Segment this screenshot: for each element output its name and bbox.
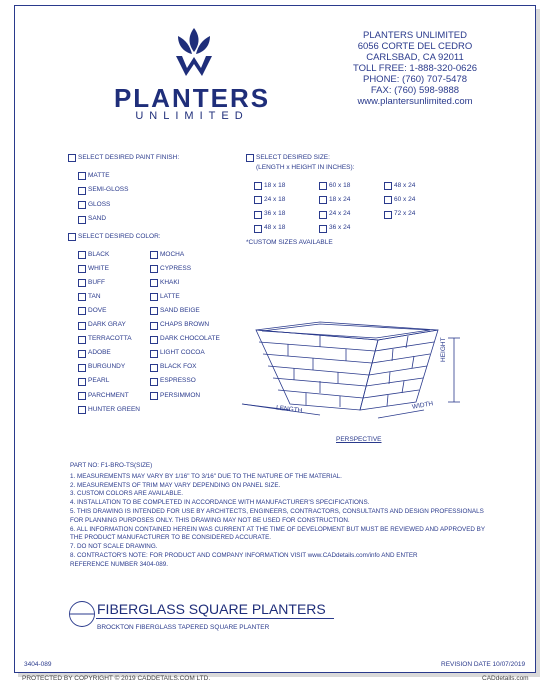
company-website[interactable]: www.plantersunlimited.com: [357, 96, 473, 107]
size-option-checkbox[interactable]: [254, 182, 262, 190]
size-option-label: 60 x 24: [394, 195, 416, 203]
title-circle-symbol: [68, 600, 96, 628]
finish-option-label: GLOSS: [88, 200, 111, 208]
color-option-checkbox[interactable]: [150, 293, 158, 301]
size-option-checkbox[interactable]: [254, 196, 262, 204]
color-option-label: BUFF: [88, 278, 105, 286]
perspective-label: PERSPECTIVE: [336, 436, 382, 443]
size-section-checkbox[interactable]: [246, 154, 254, 162]
finish-heading: SELECT DESIRED PAINT FINISH:: [78, 154, 180, 161]
part-number: PART NO: F1-BRO-TS(SIZE): [70, 462, 153, 469]
size-option-label: 60 x 18: [329, 181, 351, 189]
size-option-label: 24 x 18: [264, 195, 286, 203]
color-option-label: DARK CHOCOLATE: [160, 335, 220, 343]
color-option-checkbox[interactable]: [150, 392, 158, 400]
color-option-checkbox[interactable]: [150, 378, 158, 386]
color-option-checkbox[interactable]: [78, 336, 86, 344]
custom-size-note: *CUSTOM SIZES AVAILABLE: [246, 239, 333, 246]
company-address-line1: 6056 CORTE DEL CEDRO: [357, 41, 473, 52]
color-option-label: DARK GRAY: [88, 321, 126, 328]
finish-option-checkbox[interactable]: [78, 201, 86, 209]
size-option-checkbox[interactable]: [384, 182, 392, 190]
color-option-label: ADOBE: [88, 349, 111, 357]
note-line: FOR PLANNING PURPOSES ONLY. THIS DRAWING MAY NOT BE USED FOR CONSTRUCTION.: [70, 516, 350, 524]
size-option-label: 48 x 24: [394, 181, 416, 189]
color-option-checkbox[interactable]: [78, 364, 86, 372]
size-option-label: 36 x 18: [264, 210, 286, 218]
finish-option-checkbox[interactable]: [78, 216, 86, 224]
finish-option-checkbox[interactable]: [78, 172, 86, 180]
color-option-label: PEARL: [88, 377, 110, 385]
notes-list: [70, 473, 510, 570]
reference-number: 3404-089: [24, 661, 52, 668]
color-option-label: ESPRESSO: [160, 377, 196, 385]
copyright-notice: PROTECTED BY COPYRIGHT © 2019 CADDETAILS.COM LTD.: [22, 675, 211, 682]
size-option-label: 48 x 18: [264, 224, 286, 232]
color-option-checkbox[interactable]: [78, 392, 86, 400]
revision-date: REVISION DATE 10/07/2019: [441, 661, 526, 668]
size-option-label: 72 x 24: [394, 210, 416, 218]
color-option-label: LATTE: [160, 292, 180, 300]
color-option-label: PERSIMMON: [160, 391, 201, 399]
drawing-subtitle: BROCKTON FIBERGLASS TAPERED SQUARE PLANTER: [97, 624, 270, 631]
company-phone: PHONE: (760) 707-5478: [362, 74, 468, 85]
finish-section-checkbox[interactable]: [68, 154, 76, 162]
color-option-label: HUNTER GREEN: [88, 405, 141, 413]
note-line: 5. THIS DRAWING IS INTENDED FOR USE BY ARCHITECTS, ENGINEERS, CONTRACTORS, CONSULTANTS AND DESIGN PROFESSIONALS: [70, 507, 484, 515]
company-info: [330, 30, 500, 107]
note-line: 3. CUSTOM COLORS ARE AVAILABLE.: [70, 490, 184, 498]
note-line: 7. DO NOT SCALE DRAWING.: [70, 543, 158, 551]
note-line: THE PRODUCT MANUFACTURER TO BE CONSIDERED ACCURATE.: [70, 534, 272, 542]
note-line: 1. MEASUREMENTS MAY VARY BY 1/16" TO 3/16" DUE TO THE NATURE OF THE MATERIAL.: [70, 472, 342, 480]
notes-block: [70, 462, 510, 570]
color-option-label: MOCHA: [160, 250, 185, 258]
color-option-label: BURGUNDY: [88, 363, 126, 371]
color-option-checkbox[interactable]: [78, 307, 86, 315]
company-fax: FAX: (760) 598-9888: [370, 85, 460, 96]
size-option-label: 18 x 18: [264, 181, 286, 189]
color-option-label: CYPRESS: [160, 264, 192, 272]
color-option-label: DOVE: [88, 306, 107, 314]
color-option-label: BLACK FOX: [160, 363, 197, 371]
finish-option-checkbox[interactable]: [78, 187, 86, 195]
note-line: 2. MEASUREMENTS OF TRIM MAY VARY DEPENDING ON PANEL SIZE.: [70, 481, 281, 489]
color-option-checkbox[interactable]: [150, 279, 158, 287]
finish-option-label: MATTE: [88, 171, 110, 179]
company-name: PLANTERS UNLIMITED: [363, 30, 467, 41]
size-option-checkbox[interactable]: [384, 211, 392, 219]
color-option-checkbox[interactable]: [78, 406, 86, 414]
color-option-label: PARCHMENT: [88, 391, 129, 399]
color-option-checkbox[interactable]: [78, 279, 86, 287]
finish-option-label: SAND: [88, 215, 107, 222]
color-option-label: BLACK: [88, 250, 110, 258]
color-option-checkbox[interactable]: [78, 251, 86, 259]
color-option-checkbox[interactable]: [78, 378, 86, 386]
color-option-checkbox[interactable]: [150, 251, 158, 259]
color-option-label: CHAPS BROWN: [160, 321, 210, 328]
color-option-label: SAND BEIGE: [160, 306, 200, 314]
caddetails-link[interactable]: CADdetails.com: [482, 675, 529, 682]
size-option-checkbox[interactable]: [254, 211, 262, 219]
color-option-label: TAN: [88, 292, 101, 300]
color-option-label: LIGHT COCOA: [160, 349, 205, 357]
size-subheading: (LENGTH x HEIGHT IN INCHES):: [256, 164, 355, 171]
color-option-checkbox[interactable]: [78, 322, 86, 330]
drawing-title: FIBERGLASS SQUARE PLANTERS: [97, 601, 326, 617]
size-option-checkbox[interactable]: [254, 225, 262, 233]
width-dimension-label: WIDTH: [411, 400, 434, 411]
size-option-checkbox[interactable]: [319, 211, 327, 219]
size-option-checkbox[interactable]: [319, 182, 327, 190]
color-option-checkbox[interactable]: [150, 322, 158, 330]
color-heading: SELECT DESIRED COLOR:: [78, 233, 161, 240]
planters-logo-icon: [168, 26, 220, 82]
logo-subtitle: UNLIMITED: [135, 110, 249, 122]
size-option-label: 36 x 24: [329, 224, 351, 232]
length-dimension-label: LENGTH: [275, 404, 303, 415]
color-option-checkbox[interactable]: [150, 364, 158, 372]
color-option-checkbox[interactable]: [150, 265, 158, 273]
color-option-checkbox[interactable]: [150, 336, 158, 344]
color-option-label: WHITE: [88, 264, 109, 272]
size-heading: SELECT DESIRED SIZE:: [256, 154, 330, 161]
logo-wordmark: PLANTERS: [113, 83, 271, 113]
height-dimension-label: HEIGHT: [440, 337, 447, 362]
color-option-checkbox[interactable]: [78, 350, 86, 358]
note-line: REFERENCE NUMBER 3404-089.: [70, 560, 168, 568]
finish-option-label: SEMI-GLOSS: [88, 186, 129, 193]
color-option-checkbox[interactable]: [150, 307, 158, 315]
color-option-checkbox[interactable]: [150, 350, 158, 358]
color-option-checkbox[interactable]: [78, 293, 86, 301]
color-option-label: TERRACOTTA: [88, 335, 132, 343]
company-address-line2: CARLSBAD, CA 92011: [366, 52, 464, 63]
size-option-label: 18 x 24: [329, 195, 351, 203]
size-option-checkbox[interactable]: [319, 225, 327, 233]
size-option-label: 24 x 24: [329, 210, 351, 218]
title-underline: [96, 618, 334, 619]
note-line: 8. CONTRACTOR'S NOTE: FOR PRODUCT AND COMPANY INFORMATION VISIT www.CADdetails.com/info AND ENTER: [70, 551, 418, 559]
color-section-checkbox[interactable]: [68, 233, 76, 241]
color-option-label: KHAKI: [160, 278, 180, 286]
size-option-checkbox[interactable]: [384, 196, 392, 204]
planter-perspective-drawing: [228, 318, 478, 430]
size-option-checkbox[interactable]: [319, 196, 327, 204]
color-option-checkbox[interactable]: [78, 265, 86, 273]
note-line: 4. INSTALLATION TO BE COMPLETED IN ACCORDANCE WITH MANUFACTURER'S SPECIFICATIONS.: [70, 499, 370, 507]
company-tollfree: TOLL FREE: 1-888-320-0626: [352, 63, 478, 74]
note-line: 6. ALL INFORMATION CONTAINED HEREIN WAS CURRENT AT THE TIME OF DEVELOPMENT BUT MUST BE REVIEWED AND APPROVED BY: [70, 525, 486, 533]
